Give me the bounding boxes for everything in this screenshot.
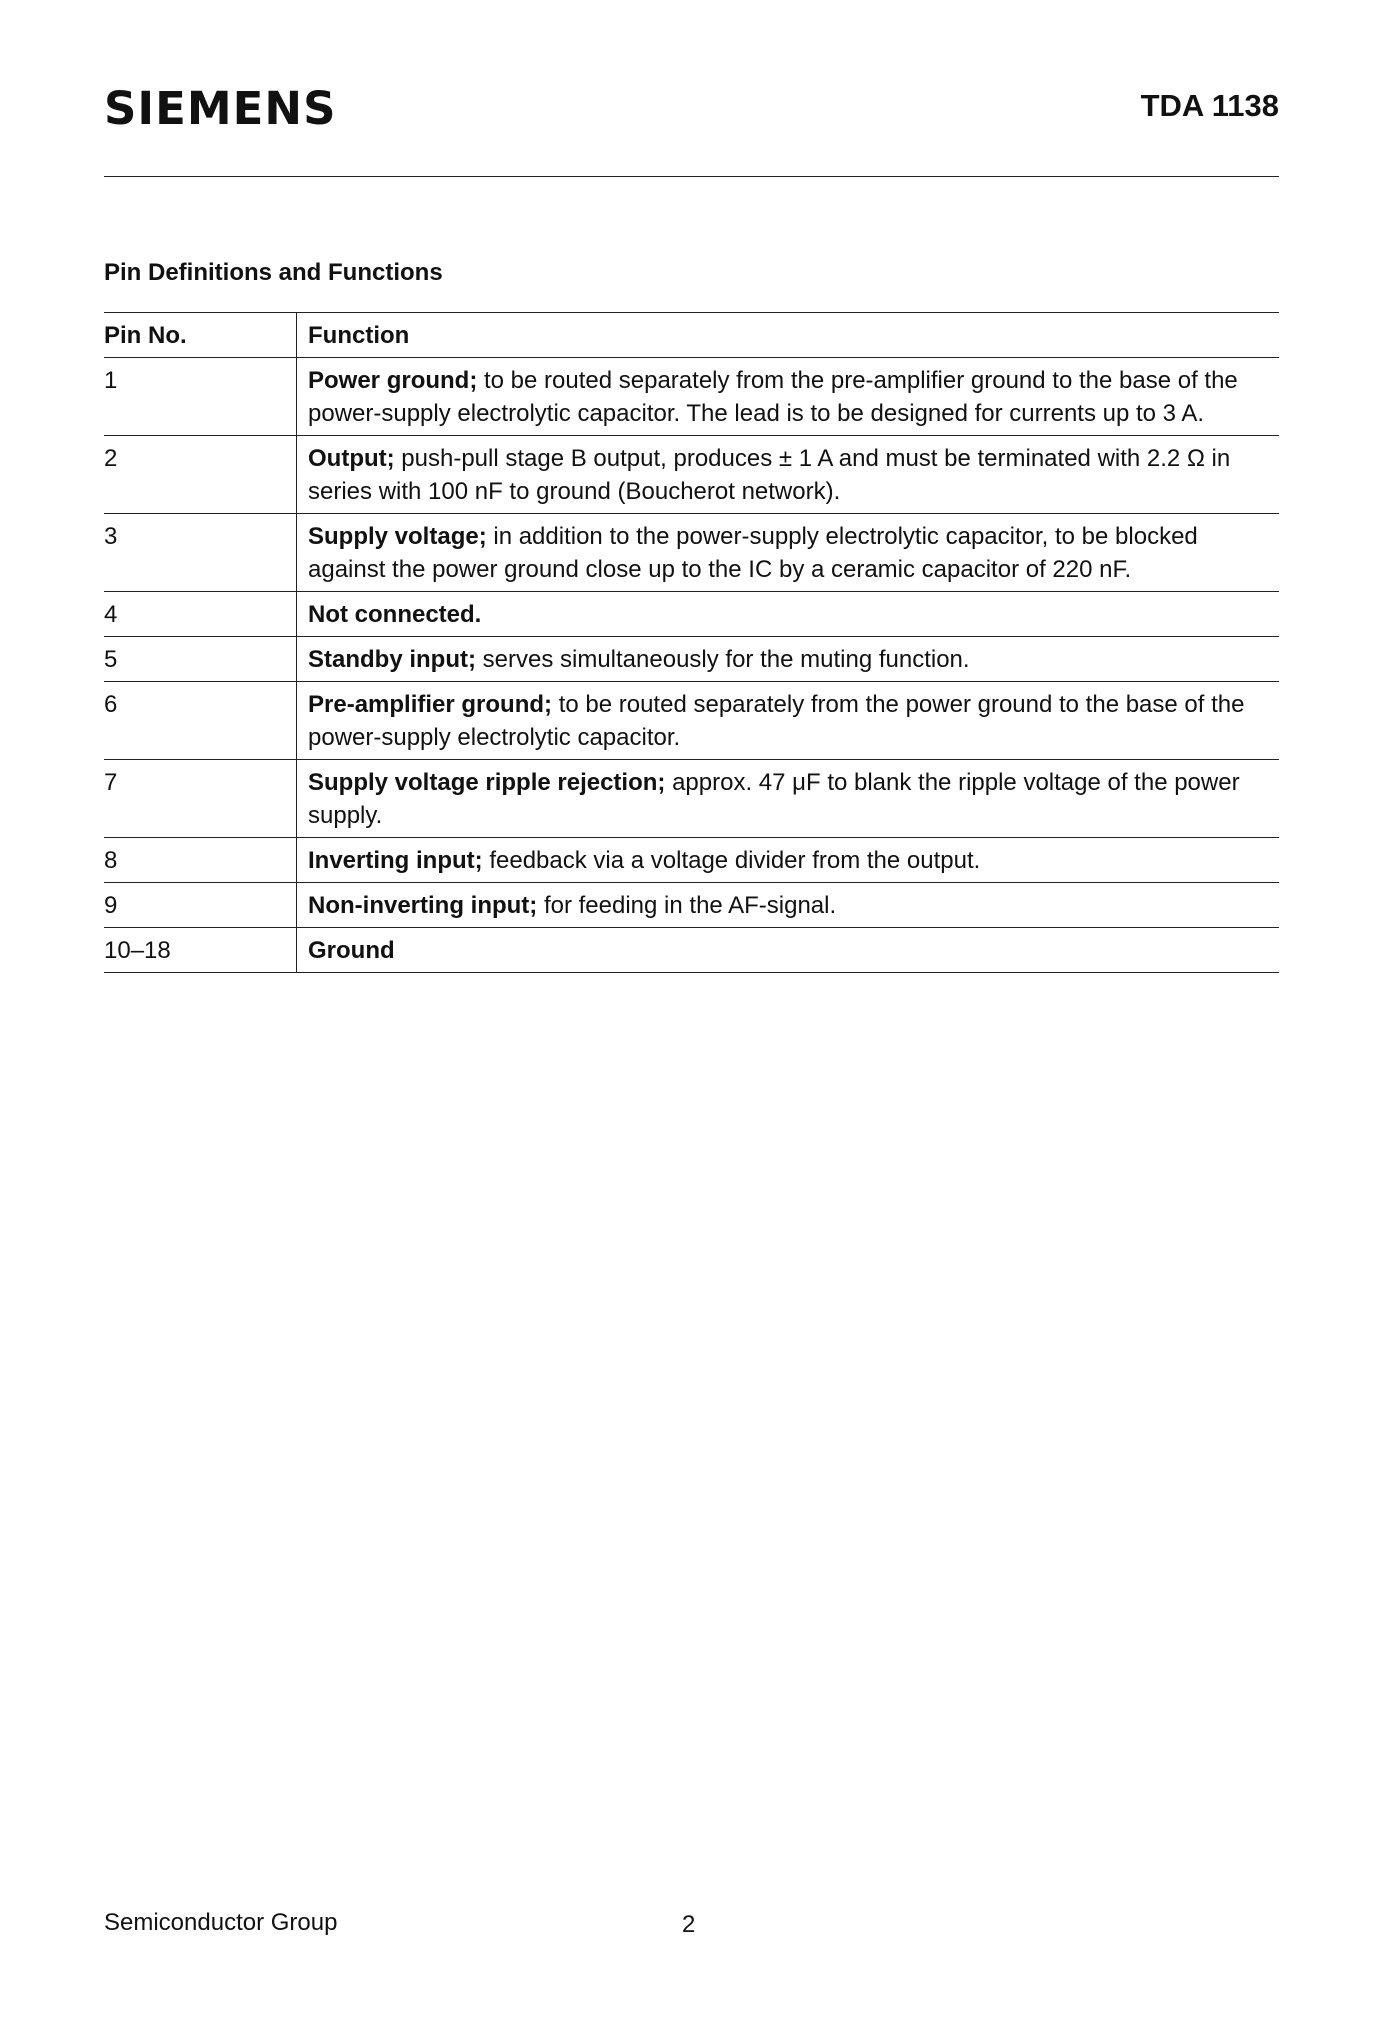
- pin-function-term: Non-inverting input;: [308, 892, 538, 919]
- part-number: TDA 1138: [1140, 88, 1279, 123]
- pin-function-text: to be routed separately from the power ground to the base of the power-supply electrolytic capacitor.: [308, 691, 1245, 751]
- table-row: [104, 682, 1279, 760]
- pin-number: 5: [104, 637, 297, 682]
- table-row: [104, 436, 1279, 514]
- pin-function: [297, 637, 1280, 682]
- table-row: [104, 760, 1279, 838]
- pin-function-text: for feeding in the AF-signal.: [537, 892, 837, 919]
- pin-function: [297, 883, 1280, 928]
- table-row: [104, 358, 1279, 436]
- pin-function-text: serves simultaneously for the muting function.: [475, 646, 970, 673]
- pin-function-text: in addition to the power-supply electrolytic capacitor, to be blocked against the power ground close up to the IC by a ceramic capacitor of 220 nF.: [308, 523, 1198, 583]
- pin-number: 6: [104, 682, 297, 760]
- header-divider: [104, 176, 1279, 177]
- pin-function-text: approx. 47 μF to blank the ripple voltage of the power supply.: [308, 769, 1240, 829]
- pin-definitions-table: [104, 312, 1279, 973]
- table-row: [104, 592, 1279, 637]
- pin-function-term: Pre-amplifier ground;: [308, 691, 553, 718]
- page-number: 2: [682, 1911, 696, 1938]
- pin-function-text: push-pull stage B output, produces ± 1 A and must be terminated with 2.2 Ω in series with 100 nF to ground (Boucherot network).: [308, 445, 1231, 505]
- column-header-pin: Pin No.: [104, 313, 297, 358]
- column-header-function: Function: [297, 313, 1280, 358]
- pin-function-term: Output;: [308, 445, 395, 472]
- pin-function-term: Supply voltage;: [308, 523, 487, 550]
- pin-function-term: Power ground;: [308, 367, 478, 394]
- section-title: Pin Definitions and Functions: [104, 259, 443, 286]
- pin-function-term: Ground: [308, 937, 395, 964]
- pin-number: 8: [104, 838, 297, 883]
- pin-function: [297, 838, 1280, 883]
- table-header-row: [104, 313, 1279, 358]
- pin-number: 1: [104, 358, 297, 436]
- pin-number: 7: [104, 760, 297, 838]
- table-row: [104, 514, 1279, 592]
- footer-group: Semiconductor Group: [104, 1909, 338, 1936]
- pin-function-term: Not connected.: [308, 601, 482, 628]
- table-row: [104, 928, 1279, 973]
- pin-function: [297, 514, 1280, 592]
- pin-function-term: Inverting input;: [308, 847, 483, 874]
- pin-function: [297, 682, 1280, 760]
- pin-function-term: Supply voltage ripple rejection;: [308, 769, 666, 796]
- pin-number: 3: [104, 514, 297, 592]
- pin-function: [297, 592, 1280, 637]
- pin-number: 2: [104, 436, 297, 514]
- table-row: [104, 838, 1279, 883]
- siemens-logo: SIEMENS: [104, 82, 337, 135]
- pin-function: [297, 928, 1280, 973]
- table-row: [104, 883, 1279, 928]
- pin-function-text: to be routed separately from the pre-amplifier ground to the base of the power-supply electrolytic capacitor. The lead is to be designed for currents up to 3 A.: [308, 367, 1238, 427]
- pin-number: 9: [104, 883, 297, 928]
- table-row: [104, 637, 1279, 682]
- pin-number: 4: [104, 592, 297, 637]
- pin-function-term: Standby input;: [308, 646, 476, 673]
- pin-function-text: feedback via a voltage divider from the output.: [482, 847, 981, 874]
- pin-function: [297, 760, 1280, 838]
- pin-function: [297, 436, 1280, 514]
- pin-number: 10–18: [104, 928, 297, 973]
- pin-function: [297, 358, 1280, 436]
